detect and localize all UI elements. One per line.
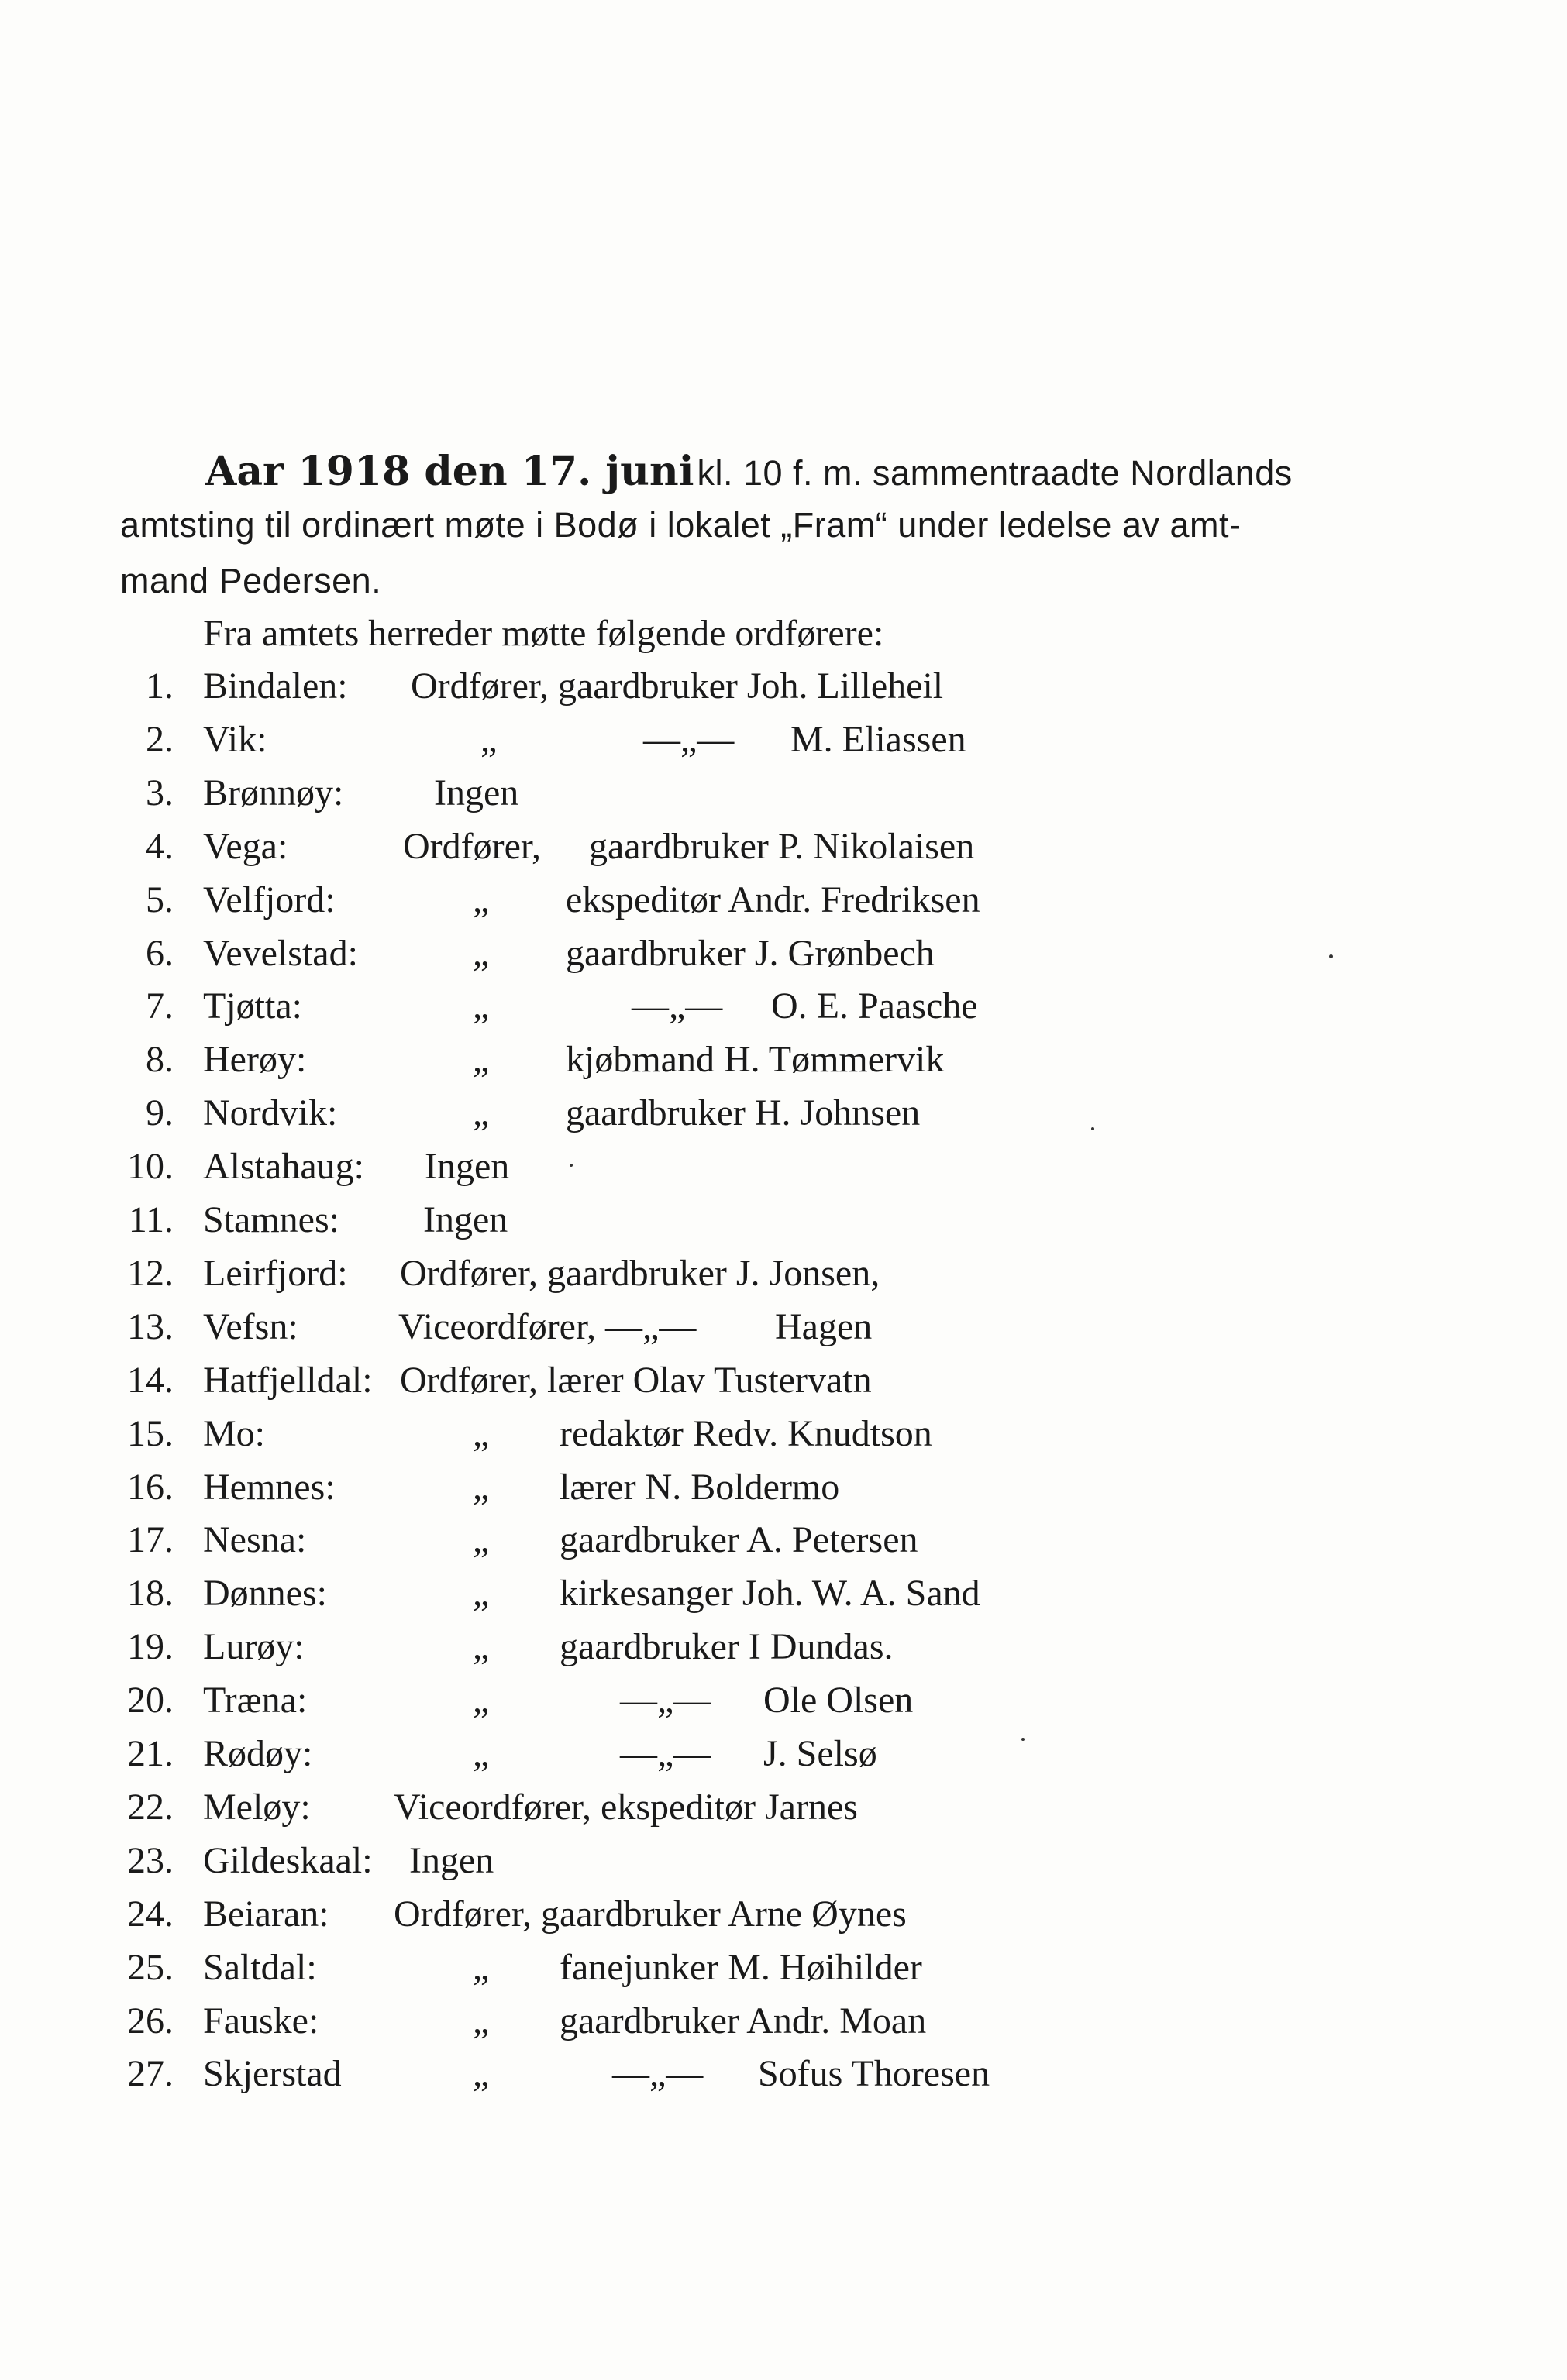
district-name: Hatfjelldal: [203, 1360, 373, 1401]
attendee-title: Ordfører, [403, 826, 541, 867]
meeting-date-heading: Aar 1918 den 17. juni [205, 448, 694, 495]
row-number: 6. [146, 933, 174, 974]
intro-line-1-rest: kl. 10 f. m. sammentraadte Nordlands [697, 453, 1293, 493]
row-number: 10. [127, 1146, 174, 1187]
district-name: Brønnøy: [203, 772, 344, 813]
attendee-title: Ingen [425, 1146, 510, 1187]
row-number: 14. [127, 1360, 174, 1401]
row-number: 18. [127, 1573, 174, 1614]
attendee-title: „ [473, 1519, 490, 1560]
attendee-title: „ [473, 1413, 490, 1454]
attendee-title: Ordfører, gaardbruker J. Jonsen, [400, 1253, 880, 1294]
district-name: Tjøtta: [203, 985, 302, 1027]
district-name: Velfjord: [203, 879, 336, 920]
district-name: Fauske: [203, 2000, 319, 2041]
attendee-name: Sofus Thoresen [758, 2053, 990, 2094]
row-number: 7. [146, 985, 174, 1027]
attendee-title: „ [473, 1039, 490, 1080]
attendee-title: „ [473, 2053, 490, 2094]
attendee-occupation: fanejunker M. Høihilder [560, 1947, 922, 1988]
row-number: 23. [127, 1840, 174, 1881]
attendee-title: „ [480, 719, 498, 760]
attendee-occupation: Hagen [775, 1306, 873, 1347]
paper-speck [570, 1164, 573, 1167]
attendee-name: O. E. Paasche [771, 985, 978, 1027]
district-name: Alstahaug: [203, 1146, 364, 1187]
attendee-occupation: gaardbruker I Dundas. [560, 1626, 894, 1667]
paper-speck [1021, 1738, 1025, 1741]
attendee-title: Ordfører, gaardbruker Arne Øynes [394, 1893, 907, 1935]
attendee-occupation: —„— [643, 719, 735, 760]
attendee-title: „ [473, 1573, 490, 1614]
attendee-occupation: kirkesanger Joh. W. A. Sand [560, 1573, 980, 1614]
row-number: 15. [127, 1413, 174, 1454]
district-name: Meløy: [203, 1787, 311, 1828]
attendee-title: Viceordfører, —„— [398, 1306, 697, 1347]
district-name: Herøy: [203, 1039, 307, 1080]
district-name: Leirfjord: [203, 1253, 348, 1294]
attendee-occupation: gaardbruker Andr. Moan [560, 2000, 927, 2041]
attendee-name: M. Eliassen [790, 719, 966, 760]
district-name: Stamnes: [203, 1199, 339, 1240]
attendee-title: „ [473, 1733, 490, 1774]
row-number: 8. [146, 1039, 174, 1080]
attendee-title: „ [473, 2000, 490, 2041]
intro-line-2: amtsting til ordinært møte i Bodø i lokalet „Fram“ under ledelse av amt- [120, 505, 1242, 545]
district-name: Nesna: [203, 1519, 307, 1560]
attendee-occupation: gaardbruker P. Nikolaisen [589, 826, 975, 867]
row-number: 22. [127, 1787, 174, 1828]
district-name: Skjerstad [203, 2053, 342, 2094]
paper-speck [1091, 1127, 1094, 1130]
row-number: 26. [127, 2000, 174, 2041]
attendee-title: „ [473, 1947, 490, 1988]
attendee-occupation: kjøbmand H. Tømmervik [566, 1039, 945, 1080]
attendee-occupation: ekspeditør Andr. Fredriksen [566, 879, 980, 920]
district-name: Saltdal: [203, 1947, 317, 1988]
attendee-title: Ordfører, lærer Olav Tustervatn [400, 1360, 872, 1401]
row-number: 9. [146, 1092, 174, 1133]
attendee-title: „ [473, 933, 490, 974]
attendee-occupation: —„— [632, 985, 723, 1027]
attendee-title: Ingen [423, 1199, 508, 1240]
attendee-occupation: gaardbruker H. Johnsen [566, 1092, 921, 1133]
attendee-title: „ [473, 1467, 490, 1508]
district-name: Vega: [203, 826, 288, 867]
attendee-occupation: gaardbruker J. Grønbech [566, 933, 935, 974]
attendee-occupation: gaardbruker A. Petersen [560, 1519, 918, 1560]
district-name: Dønnes: [203, 1573, 327, 1614]
attendee-title: „ [473, 1092, 490, 1133]
attendee-title: „ [473, 985, 490, 1027]
row-number: 5. [146, 879, 174, 920]
row-number: 27. [127, 2053, 174, 2094]
row-number: 3. [146, 772, 174, 813]
row-number: 11. [128, 1199, 174, 1240]
attendee-name: J. Selsø [763, 1733, 877, 1774]
attendee-title: Viceordfører, ekspeditør Jarnes [394, 1787, 858, 1828]
district-name: Træna: [203, 1680, 308, 1721]
district-name: Rødøy: [203, 1733, 313, 1774]
row-number: 24. [127, 1893, 174, 1935]
attendees-intro: Fra amtets herreder møtte følgende ordførere: [203, 613, 884, 654]
attendee-occupation: lærer N. Boldermo [560, 1467, 840, 1508]
row-number: 16. [127, 1467, 174, 1508]
row-number: 19. [127, 1626, 174, 1667]
row-number: 2. [146, 719, 174, 760]
row-number: 21. [127, 1733, 174, 1774]
attendee-title: „ [473, 879, 490, 920]
district-name: Beiaran: [203, 1893, 329, 1935]
district-name: Nordvik: [203, 1092, 338, 1133]
attendee-title: Ordfører, gaardbruker Joh. Lilleheil [411, 666, 944, 707]
row-number: 4. [146, 826, 174, 867]
district-name: Gildeskaal: [203, 1840, 373, 1881]
district-name: Lurøy: [203, 1626, 305, 1667]
district-name: Bindalen: [203, 666, 348, 707]
district-name: Vefsn: [203, 1306, 298, 1347]
intro-line-3: mand Pedersen. [120, 561, 382, 600]
row-number: 13. [127, 1306, 174, 1347]
row-number: 25. [127, 1947, 174, 1988]
attendee-occupation: —„— [620, 1733, 711, 1774]
intro-line-1 [205, 448, 1293, 495]
attendee-name: Ole Olsen [763, 1680, 914, 1721]
row-number: 1. [146, 666, 174, 707]
attendee-title: Ingen [409, 1840, 494, 1881]
district-name: Vik: [203, 719, 267, 760]
attendee-occupation: redaktør Redv. Knudtson [560, 1413, 932, 1454]
attendee-occupation: —„— [620, 1680, 711, 1721]
row-number: 20. [127, 1680, 174, 1721]
district-name: Hemnes: [203, 1467, 336, 1508]
row-number: 17. [127, 1519, 174, 1560]
attendee-title: Ingen [434, 772, 519, 813]
attendee-title: „ [473, 1626, 490, 1667]
attendee-occupation: —„— [612, 2053, 704, 2094]
row-number: 12. [127, 1253, 174, 1294]
paper-speck [1329, 954, 1333, 958]
district-name: Vevelstad: [203, 933, 358, 974]
district-name: Mo: [203, 1413, 266, 1454]
attendee-title: „ [473, 1680, 490, 1721]
